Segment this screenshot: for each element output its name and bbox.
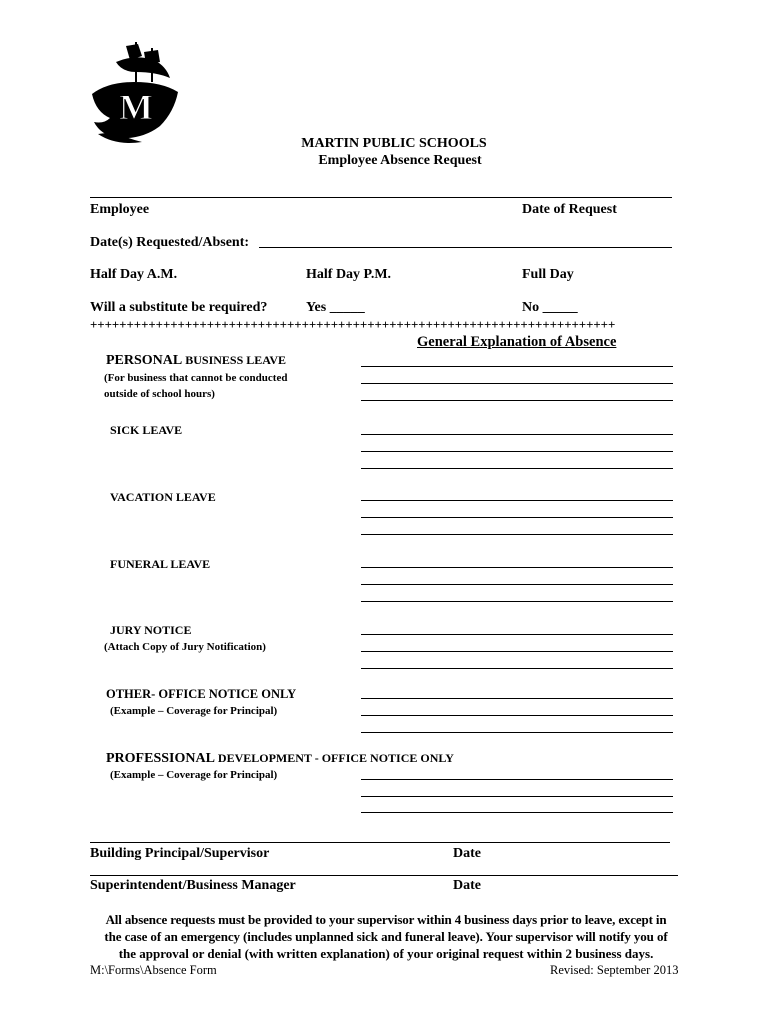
vacation-explanation-line-1[interactable] <box>361 500 673 501</box>
employee-line[interactable] <box>90 197 672 198</box>
personal-explanation-line-3[interactable] <box>361 400 673 401</box>
jury-explanation-line-1[interactable] <box>361 634 673 635</box>
personal-leave-title-main: PERSONAL <box>106 353 183 368</box>
principal-signature-line[interactable] <box>90 842 670 843</box>
personal-explanation-line-1[interactable] <box>361 366 673 367</box>
personal-leave-note-1: (For business that cannot be conducted <box>104 372 288 384</box>
sick-explanation-line-2[interactable] <box>361 451 673 452</box>
professional-explanation-line-1[interactable] <box>361 779 673 780</box>
funeral-explanation-line-3[interactable] <box>361 601 673 602</box>
superintendent-date-label: Date <box>453 878 481 893</box>
superintendent-signature-line[interactable] <box>90 875 678 876</box>
principal-signature-label: Building Principal/Supervisor <box>90 846 270 861</box>
sick-explanation-line-3[interactable] <box>361 468 673 469</box>
half-day-am-option[interactable]: Half Day A.M. <box>90 267 178 282</box>
substitute-yes-field[interactable]: Yes _____ <box>306 300 365 315</box>
explanation-heading: General Explanation of Absence <box>417 334 617 350</box>
vacation-explanation-line-3[interactable] <box>361 534 673 535</box>
jury-notice-title: JURY NOTICE <box>110 623 192 637</box>
revised-date: Revised: September 2013 <box>550 963 679 977</box>
school-name: MARTIN PUBLIC SCHOOLS <box>301 136 487 151</box>
sick-explanation-line-1[interactable] <box>361 434 673 435</box>
professional-title-main: PROFESSIONAL <box>106 751 215 766</box>
employee-label: Employee <box>90 202 150 217</box>
personal-leave-title <box>106 352 286 369</box>
date-of-request-label: Date of Request <box>522 202 617 217</box>
school-logo <box>86 42 182 146</box>
professional-explanation-line-3[interactable] <box>361 812 673 813</box>
personal-leave-title-rest: BUSINESS LEAVE <box>182 353 287 367</box>
half-day-pm-option[interactable]: Half Day P.M. <box>306 267 392 282</box>
dates-requested-line[interactable] <box>259 247 672 248</box>
sick-leave-title: SICK LEAVE <box>110 423 183 437</box>
professional-title-rest: DEVELOPMENT - OFFICE NOTICE ONLY <box>214 751 454 765</box>
notice-line-2: the case of an emergency (includes unplanned sick and funeral leave). Your supervisor will notify you of <box>104 929 668 944</box>
principal-date-label: Date <box>453 846 481 861</box>
jury-notice-note: (Attach Copy of Jury Notification) <box>104 641 266 653</box>
funeral-leave-title: FUNERAL LEAVE <box>110 557 211 571</box>
logo-letter: M <box>119 87 153 127</box>
notice-line-1: All absence requests must be provided to your supervisor within 4 business days prior to leave, except in <box>105 912 667 927</box>
other-notice-title: OTHER- OFFICE NOTICE ONLY <box>106 687 297 701</box>
professional-explanation-line-2[interactable] <box>361 796 673 797</box>
professional-development-note: (Example – Coverage for Principal) <box>110 769 278 781</box>
funeral-explanation-line-2[interactable] <box>361 584 673 585</box>
substitute-question: Will a substitute be required? <box>90 300 268 315</box>
personal-explanation-line-2[interactable] <box>361 383 673 384</box>
form-title: Employee Absence Request <box>318 153 482 168</box>
dates-requested-label: Date(s) Requested/Absent: <box>90 235 250 250</box>
other-explanation-line-2[interactable] <box>361 715 673 716</box>
personal-leave-note-2: outside of school hours) <box>104 388 215 400</box>
form-path: M:\Forms\Absence Form <box>90 963 217 977</box>
jury-explanation-line-2[interactable] <box>361 651 673 652</box>
submission-notice <box>86 911 686 962</box>
substitute-no-field[interactable]: No _____ <box>522 300 578 315</box>
superintendent-signature-label: Superintendent/Business Manager <box>90 878 296 893</box>
vacation-leave-title: VACATION LEAVE <box>110 490 216 504</box>
separator-row: ++++++++++++++++++++++++++++++++++++++++++++++++++++++++++++++++++++++++ <box>90 318 616 332</box>
notice-line-3: the approval or denial (with written explanation) of your original request within 2 business days. <box>118 946 654 961</box>
other-explanation-line-1[interactable] <box>361 698 673 699</box>
other-explanation-line-3[interactable] <box>361 732 673 733</box>
vacation-explanation-line-2[interactable] <box>361 517 673 518</box>
professional-development-title <box>106 749 454 767</box>
funeral-explanation-line-1[interactable] <box>361 567 673 568</box>
other-notice-note: (Example – Coverage for Principal) <box>110 705 278 717</box>
full-day-option[interactable]: Full Day <box>522 267 574 282</box>
jury-explanation-line-3[interactable] <box>361 668 673 669</box>
